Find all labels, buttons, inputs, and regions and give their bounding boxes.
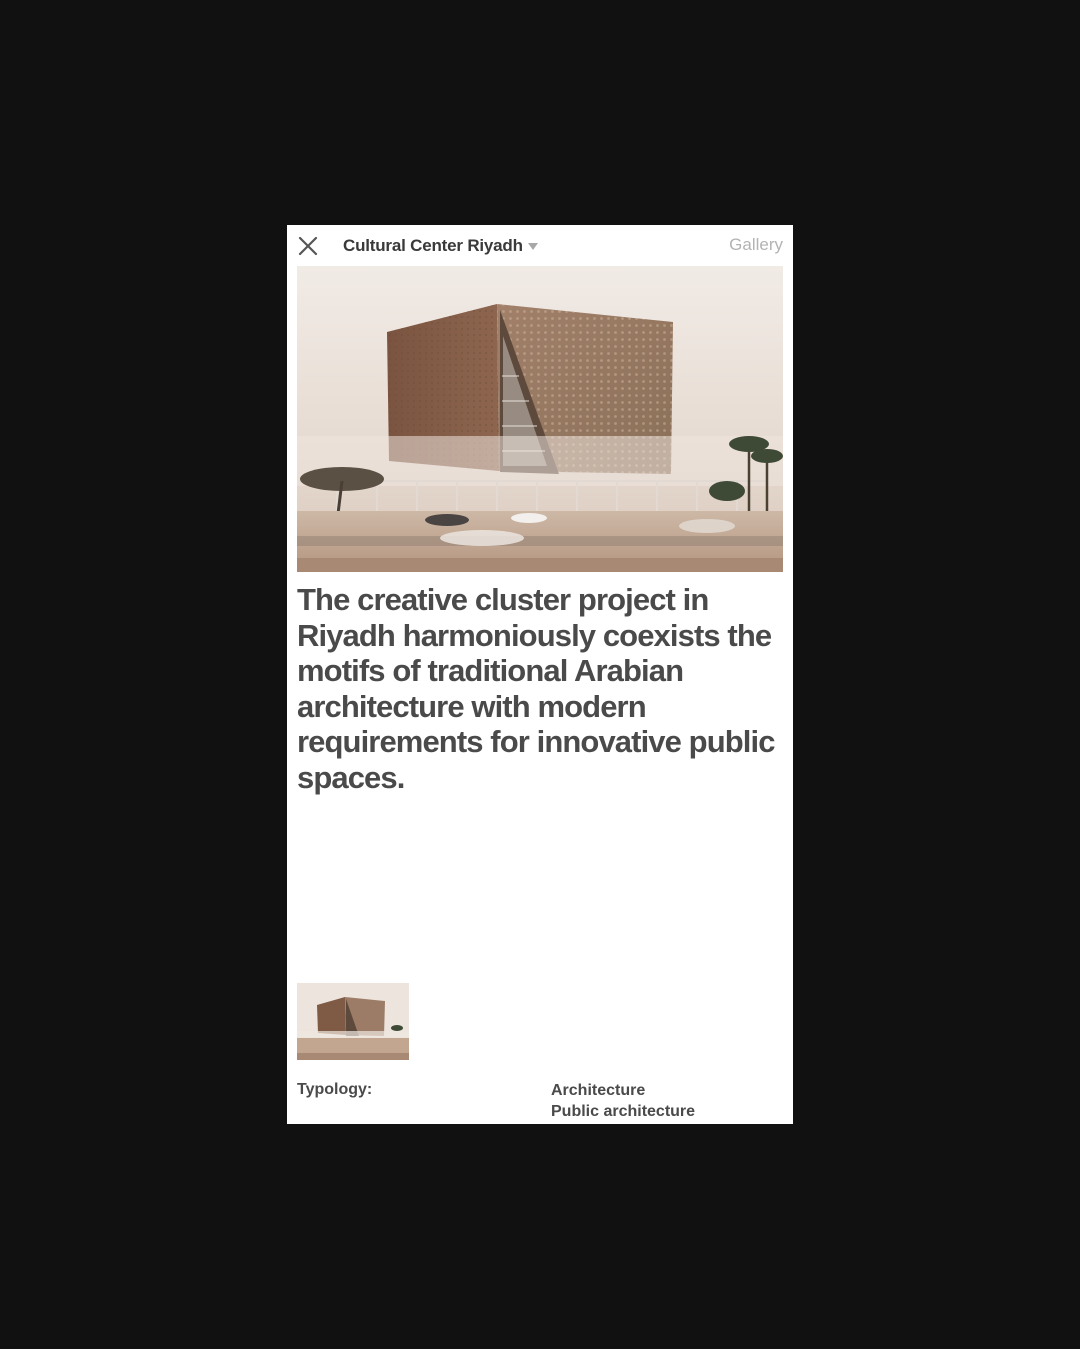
project-description: The creative cluster project in Riyadh harmoniously coexists the motifs of traditional Arabian architecture with modern requirements for innovative public spaces. xyxy=(297,582,775,795)
project-detail-screen xyxy=(287,225,793,1124)
typology-values xyxy=(551,1081,695,1122)
gallery-link[interactable]: Gallery xyxy=(729,235,783,254)
project-selector[interactable] xyxy=(343,234,538,258)
hero-image[interactable] xyxy=(297,266,783,572)
close-button[interactable] xyxy=(297,235,319,257)
typology-label: Typology: xyxy=(297,1081,373,1098)
caret-down-icon xyxy=(528,243,538,250)
project-title: Cultural Center Riyadh xyxy=(343,236,523,255)
typology-value[interactable]: Public architecture xyxy=(551,1102,696,1120)
top-bar xyxy=(287,225,793,266)
typology-value[interactable]: Architecture xyxy=(551,1082,646,1099)
gallery-thumbnail[interactable] xyxy=(297,983,409,1060)
close-icon xyxy=(297,235,319,257)
